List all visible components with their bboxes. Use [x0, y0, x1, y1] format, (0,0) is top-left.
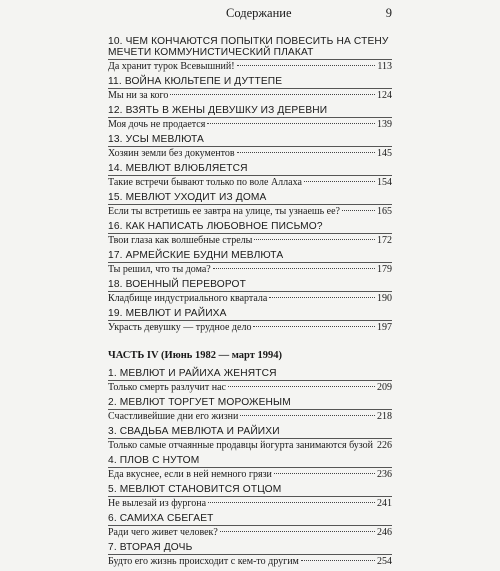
title-rule [108, 175, 392, 176]
dot-leader [237, 65, 376, 66]
dot-leader [301, 560, 375, 561]
toc-entry [108, 513, 392, 538]
title-rule [108, 117, 392, 118]
chapter-subtitle: Только смерть разлучит нас [108, 382, 226, 393]
chapter-title: 1. МЕВЛЮТ И РАЙИХА ЖЕНЯТСЯ [108, 368, 277, 379]
dot-leader [342, 210, 375, 211]
title-rule [108, 380, 392, 381]
chapter-title: 3. СВАДЬБА МЕВЛЮТА И РАЙИХИ [108, 426, 280, 437]
chapter-subtitle-line [108, 469, 392, 480]
chapter-subtitle-line [108, 382, 392, 393]
title-rule [108, 291, 392, 292]
dot-leader [269, 297, 375, 298]
chapter-title: 19. МЕВЛЮТ И РАЙИХА [108, 308, 227, 319]
toc-entry [108, 279, 392, 304]
chapter-title: 17. АРМЕЙСКИЕ БУДНИ МЕВЛЮТА [108, 250, 284, 261]
chapter-subtitle: Кладбище индустриального квартала [108, 293, 268, 304]
title-rule [108, 233, 392, 234]
chapter-subtitle: Будто его жизнь происходит с кем-то другим [108, 556, 299, 567]
chapter-title: 13. УСЫ МЕВЛЮТА [108, 134, 204, 145]
chapter-page-number: 179 [377, 264, 392, 275]
chapter-subtitle: Моя дочь не продается [108, 119, 206, 130]
table-of-contents [108, 36, 392, 571]
chapter-page-number: 172 [377, 235, 392, 246]
chapter-title: 16. КАК НАПИСАТЬ ЛЮБОВНОЕ ПИСЬМО? [108, 221, 323, 232]
dot-leader [240, 415, 375, 416]
chapter-title: 15. МЕВЛЮТ УХОДИТ ИЗ ДОМА [108, 192, 267, 203]
chapter-title: 12. ВЗЯТЬ В ЖЕНЫ ДЕВУШКУ ИЗ ДЕРЕВНИ [108, 105, 328, 116]
chapter-subtitle-line [108, 293, 392, 304]
toc-entry [108, 105, 392, 130]
chapter-title: 14. МЕВЛЮТ ВЛЮБЛЯЕТСЯ [108, 163, 248, 174]
title-rule [108, 438, 392, 439]
chapter-page-number: 139 [377, 119, 392, 130]
title-rule [108, 262, 392, 263]
header-title: Содержание [226, 6, 292, 20]
chapter-page-number: 226 [377, 440, 393, 451]
toc-entry [108, 368, 392, 393]
chapter-title: 4. ПЛОВ С НУТОМ [108, 455, 200, 466]
dot-leader [208, 502, 375, 503]
title-rule [108, 525, 392, 526]
chapter-page-number: 190 [377, 293, 392, 304]
chapter-title: 10. ЧЕМ КОНЧАЮТСЯ ПОПЫТКИ ПОВЕСИТЬ НА СТЕНУ МЕЧЕТИ КОММУНИСТИЧЕСКИЙ ПЛАКАТ [108, 36, 389, 58]
toc-entry [108, 542, 392, 567]
chapter-subtitle: Если ты встретишь ее завтра на улице, ты узнаешь ее? [108, 206, 340, 217]
chapter-subtitle: Не вылезай из фургона [108, 498, 207, 509]
toc-entry [108, 192, 392, 217]
chapter-subtitle-line [108, 61, 392, 72]
chapter-page-number: 113 [377, 61, 392, 72]
running-header [108, 6, 392, 24]
chapter-subtitle-line [108, 148, 392, 159]
dot-leader [253, 326, 375, 327]
part-heading [108, 350, 392, 361]
dot-leader [254, 239, 375, 240]
chapter-subtitle: Твои глаза как волшебные стрелы [108, 235, 253, 246]
toc-entry [108, 134, 392, 159]
chapter-page-number: 154 [377, 177, 392, 188]
toc-entry [108, 36, 392, 72]
chapter-title: 5. МЕВЛЮТ СТАНОВИТСЯ ОТЦОМ [108, 484, 282, 495]
toc-entry [108, 250, 392, 275]
title-rule [108, 467, 392, 468]
chapter-subtitle-line [108, 440, 392, 451]
chapter-title: 2. МЕВЛЮТ ТОРГУЕТ МОРОЖЕНЫМ [108, 397, 291, 408]
chapter-page-number: 254 [377, 556, 392, 567]
dot-leader [207, 123, 375, 124]
chapter-subtitle-line [108, 177, 392, 188]
chapter-subtitle: Хозяин земли без документов [108, 148, 235, 159]
chapter-subtitle-line [108, 322, 392, 333]
toc-entry [108, 484, 392, 509]
chapter-subtitle: Ради чего живет человек? [108, 527, 218, 538]
part-date-range: (Июнь 1982 — март 1994) [161, 350, 283, 361]
toc-entry [108, 308, 392, 333]
dot-leader [228, 386, 375, 387]
title-rule [108, 496, 392, 497]
page-number: 9 [385, 6, 392, 20]
chapter-page-number: 209 [377, 382, 392, 393]
title-rule [108, 59, 392, 60]
chapter-subtitle: Украсть девушку — трудное дело [108, 322, 252, 333]
chapter-title: 6. САМИХА СБЕГАЕТ [108, 513, 214, 524]
title-rule [108, 146, 392, 147]
chapter-page-number: 145 [377, 148, 392, 159]
toc-entry [108, 76, 392, 101]
chapter-subtitle: Только самые отчаянные продавцы йогурта занимаются бузой [108, 440, 374, 451]
chapter-subtitle: Ты решил, что ты дома? [108, 264, 211, 275]
chapter-subtitle-line [108, 90, 392, 101]
chapter-subtitle-line [108, 411, 392, 422]
title-rule [108, 320, 392, 321]
dot-leader [213, 268, 375, 269]
title-rule [108, 204, 392, 205]
chapter-title: 11. ВОЙНА КЮЛЬТЕПЕ И ДУТТЕПЕ [108, 76, 283, 87]
title-rule [108, 88, 392, 89]
chapter-page-number: 246 [377, 527, 392, 538]
chapter-page-number: 165 [377, 206, 392, 217]
dot-leader [170, 94, 375, 95]
chapter-subtitle-line [108, 498, 392, 509]
chapter-subtitle-line [108, 206, 392, 217]
chapter-subtitle-line [108, 235, 392, 246]
title-rule [108, 409, 392, 410]
chapter-list-part-4 [108, 368, 392, 567]
title-rule [108, 554, 392, 555]
chapter-subtitle-line [108, 556, 392, 567]
chapter-subtitle: Такие встречи бывают только по воле Аллаха [108, 177, 302, 188]
chapter-subtitle: Еда вкуснее, если в ней немного грязи [108, 469, 272, 480]
chapter-subtitle: Счастливейшие дни его жизни [108, 411, 239, 422]
chapter-page-number: 241 [377, 498, 392, 509]
chapter-title: 7. ВТОРАЯ ДОЧЬ [108, 542, 193, 553]
dot-leader [274, 473, 375, 474]
chapter-page-number: 124 [377, 90, 392, 101]
chapter-subtitle: Мы ни за кого [108, 90, 169, 101]
chapter-page-number: 236 [377, 469, 392, 480]
chapter-subtitle-line [108, 119, 392, 130]
toc-entry [108, 397, 392, 422]
toc-entry [108, 426, 392, 451]
chapter-subtitle: Да хранит турок Всевышний! [108, 61, 235, 72]
toc-entry [108, 221, 392, 246]
dot-leader [237, 152, 375, 153]
dot-leader [304, 181, 375, 182]
chapter-page-number: 197 [377, 322, 392, 333]
chapter-subtitle-line [108, 527, 392, 538]
chapter-subtitle-line [108, 264, 392, 275]
chapter-list-part-3 [108, 36, 392, 333]
chapter-page-number: 218 [377, 411, 392, 422]
chapter-title: 18. ВОЕННЫЙ ПЕРЕВОРОТ [108, 279, 247, 290]
toc-entry [108, 163, 392, 188]
toc-entry [108, 455, 392, 480]
part-label: ЧАСТЬ IV [108, 350, 159, 361]
